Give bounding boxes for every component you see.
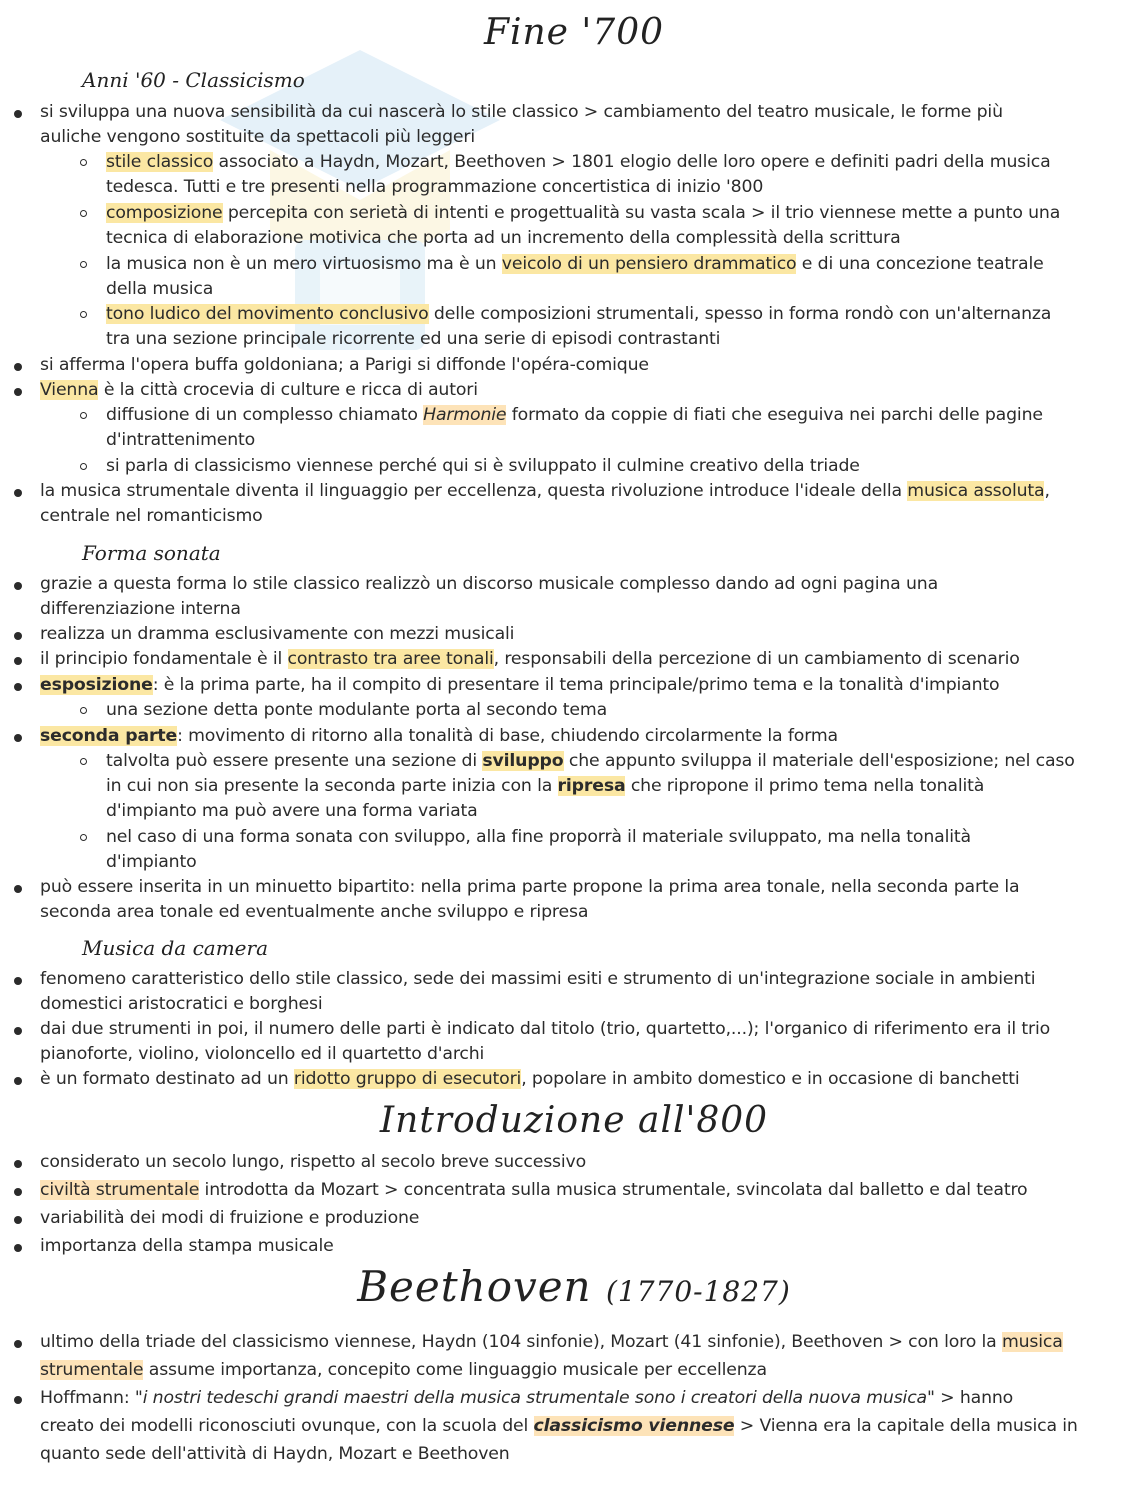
highlight: contrasto tra aree tonali	[287, 649, 494, 669]
highlight: sviluppo	[482, 751, 564, 771]
bullet-dot	[14, 683, 22, 691]
text-span: talvolta può essere presente una sezione di	[106, 751, 483, 771]
bullet-dot	[14, 1077, 22, 1085]
text-line: d'impianto ma può avere una forma variata	[106, 801, 478, 821]
bullet-dot	[14, 1188, 22, 1196]
text-line	[106, 749, 1075, 775]
text-line	[40, 647, 1020, 673]
text-line	[106, 403, 1043, 429]
highlight: Harmonie	[423, 405, 507, 425]
text-span: è la città crocevia di culture e ricca di autori	[98, 380, 478, 400]
highlight: musica assoluta	[907, 481, 1045, 501]
sub-bullet	[80, 261, 87, 268]
text-span: delle composizioni strumentali, spesso in forma rondò con un'alternanza	[428, 304, 1052, 324]
text-line: grazie a questa forma lo stile classico realizzò un discorso musicale complesso dando ad ogni pagina una	[40, 574, 939, 594]
text-span: introdotta da Mozart > concentrata sulla musica strumentale, svincolata dal balletto e dal teatro	[199, 1180, 1028, 1200]
bullet-dot	[14, 657, 22, 665]
text-span: la musica strumentale diventa il linguaggio per eccellenza, questa rivoluzione introduce l'ideale della	[40, 481, 908, 501]
text-line: auliche vengono sostituite da spettacoli più leggeri	[40, 127, 475, 147]
text-line: della musica	[106, 279, 214, 299]
bullet-dot	[14, 1160, 22, 1168]
highlight: civiltà strumentale	[40, 1180, 200, 1200]
text-line: differenziazione interna	[40, 599, 241, 619]
text-span: in cui non sia presente la seconda parte inizia con la	[106, 776, 558, 796]
text-line: fenomeno caratteristico dello stile classico, sede dei massimi esiti e strumento di un'integrazione sociale in ambienti	[40, 969, 1036, 989]
bullet-dot	[14, 632, 22, 640]
text-line: variabilità dei modi di fruizione e produzione	[40, 1208, 420, 1228]
text-line: considerato un secolo lungo, rispetto al secolo breve successivo	[40, 1152, 587, 1172]
text-span: diffusione di un complesso chiamato	[106, 405, 424, 425]
text-line: si sviluppa una nuova sensibilità da cui nascerà lo stile classico > cambiamento del teatro musicale, le forme più	[40, 102, 1003, 122]
text-line	[40, 1330, 1063, 1356]
heading-anni-60: Anni '60 - Classicismo	[82, 68, 305, 92]
text-line	[40, 1386, 1013, 1412]
highlight: ripresa	[557, 776, 626, 796]
bullet-dot	[14, 489, 22, 497]
sub-bullet	[80, 210, 87, 217]
text-line	[40, 673, 999, 699]
sub-bullet	[80, 159, 87, 166]
text-line	[106, 150, 1051, 176]
text-span: associato a Haydn, Mozart, Beethoven > 1801 elogio delle loro opere e definiti padri della musica	[213, 152, 1051, 172]
text-line: realizza un dramma esclusivamente con mezzi musicali	[40, 624, 515, 644]
text-span: la musica non è un mero virtuosismo ma è un	[106, 254, 502, 274]
text-span: percepita con serietà di intenti e progettualità su vasta scala > il trio viennese mette a punto una	[222, 203, 1061, 223]
text-span: : movimento di ritorno alla tonalità di base, chiudendo circolarmente la forma	[177, 726, 838, 746]
sub-bullet	[80, 758, 87, 765]
bullet-dot	[14, 388, 22, 396]
text-line	[106, 774, 984, 800]
text-line: tecnica di elaborazione motivica che porta ad un incremento della complessità della scrittura	[106, 228, 901, 248]
text-line	[106, 302, 1051, 328]
text-line	[40, 378, 478, 404]
bullet-dot	[14, 1244, 22, 1252]
text-line: seconda area tonale ed eventualmente anche sviluppo e ripresa	[40, 902, 589, 922]
text-line	[40, 1414, 1078, 1440]
heading-musica-da-camera: Musica da camera	[82, 936, 268, 960]
sub-bullet	[80, 834, 87, 841]
text-line: pianoforte, violino, violoncello ed il quartetto d'archi	[40, 1044, 485, 1064]
text-span: il principio fondamentale è il	[40, 649, 288, 669]
text-line: d'intrattenimento	[106, 430, 256, 450]
text-line	[40, 724, 838, 750]
text-span: creato dei modelli riconosciuti ovunque, con la scuola del	[40, 1416, 534, 1436]
text-line: si afferma l'opera buffa goldoniana; a Parigi si diffonde l'opéra-comique	[40, 355, 649, 375]
highlight: musica	[1001, 1332, 1063, 1352]
text-span: è un formato destinato ad un	[40, 1069, 294, 1089]
heading-beethoven	[0, 1262, 1148, 1311]
text-line: nel caso di una forma sonata con sviluppo, alla fine proporrà il materiale sviluppato, ma nella tonalità	[106, 827, 971, 847]
highlight: ridotto gruppo di esecutori	[293, 1069, 522, 1089]
text-line: d'impianto	[106, 852, 197, 872]
text-line: quanto sede dell'attività di Haydn, Mozart e Beethoven	[40, 1444, 510, 1464]
highlight: Vienna	[40, 380, 99, 400]
sub-bullet	[80, 311, 87, 318]
heading-introduzione-800: Introduzione all'800	[379, 1100, 769, 1141]
heading-beethoven-name: Beethoven	[357, 1262, 592, 1311]
bullet-dot	[14, 1340, 22, 1348]
highlight: composizione	[106, 203, 223, 223]
highlight: tono ludico del movimento conclusivo	[106, 304, 429, 324]
text-span: che ripropone il primo tema nella tonalità	[625, 776, 985, 796]
text-line	[106, 201, 1060, 227]
highlight: stile classico	[106, 152, 214, 172]
sub-bullet	[80, 412, 87, 419]
text-span: Hoffmann:	[40, 1388, 135, 1408]
text-span: che appunto sviluppa il materiale dell'esposizione; nel caso	[563, 751, 1075, 771]
bullet-dot	[14, 1396, 22, 1404]
text-line: centrale nel romanticismo	[40, 506, 263, 526]
heading-fine-700: Fine '700	[483, 12, 665, 53]
bullet-dot	[14, 734, 22, 742]
highlight: seconda parte	[40, 726, 178, 746]
text-span: e di una concezione teatrale	[796, 254, 1044, 274]
highlight: classicismo viennese	[533, 1416, 735, 1436]
text-span: formato da coppie di fiati che eseguiva nei parchi delle pagine	[506, 405, 1043, 425]
highlight: veicolo di un pensiero drammatico	[501, 254, 797, 274]
bullet-dot	[14, 363, 22, 371]
text-line: può essere inserita in un minuetto bipartito: nella prima parte propone la prima area tonale, nella seconda parte la	[40, 877, 1020, 897]
bullet-dot	[14, 582, 22, 590]
text-span: > Vienna era la capitale della musica in	[734, 1416, 1078, 1436]
text-line	[40, 1067, 1019, 1093]
text-span: , popolare in ambito domestico e in occasione di banchetti	[521, 1069, 1020, 1089]
bullet-dot	[14, 1027, 22, 1035]
text-span: ,	[1044, 481, 1050, 501]
sub-bullet	[80, 707, 87, 714]
quote: "i nostri tedeschi grandi maestri della musica strumentale sono i creatori della nuova musica"	[134, 1388, 935, 1408]
text-span: : è la prima parte, ha il compito di presentare il tema principale/primo tema e la tonalità d'impianto	[152, 675, 1000, 695]
text-line	[106, 252, 1044, 278]
heading-beethoven-years: (1770-1827)	[605, 1275, 791, 1308]
text-line: una sezione detta ponte modulante porta al secondo tema	[106, 700, 608, 720]
bullet-dot	[14, 977, 22, 985]
text-line: importanza della stampa musicale	[40, 1236, 334, 1256]
text-line: si parla di classicismo viennese perché qui si è sviluppato il culmine creativo della triade	[106, 456, 860, 476]
highlight: strumentale	[40, 1360, 144, 1380]
sub-bullet	[80, 463, 87, 470]
text-line	[40, 1178, 1027, 1204]
text-span: , responsabili della percezione di un cambiamento di scenario	[493, 649, 1020, 669]
text-line: dai due strumenti in poi, il numero delle parti è indicato dal titolo (trio, quartetto,...); l'organico di riferimento era il trio	[40, 1019, 1051, 1039]
text-line	[40, 479, 1050, 505]
text-line	[40, 1358, 767, 1384]
text-line: tedesca. Tutti e tre presenti nella programmazione concertistica di inizio '800	[106, 177, 764, 197]
bullet-dot	[14, 885, 22, 893]
text-span: > hanno	[934, 1388, 1014, 1408]
text-span: ultimo della triade del classicismo viennese, Haydn (104 sinfonie), Mozart (41 sinfonie), Beethoven > con loro la	[40, 1332, 1002, 1352]
text-line: tra una sezione principale ricorrente ed una serie di episodi contrastanti	[106, 329, 721, 349]
bullet-dot	[14, 110, 22, 118]
text-line: domestici aristocratici e borghesi	[40, 994, 323, 1014]
bullet-dot	[14, 1216, 22, 1224]
text-span: assume importanza, concepito come linguaggio musicale per eccellenza	[143, 1360, 767, 1380]
highlight: esposizione	[40, 675, 153, 695]
heading-forma-sonata: Forma sonata	[82, 541, 221, 565]
